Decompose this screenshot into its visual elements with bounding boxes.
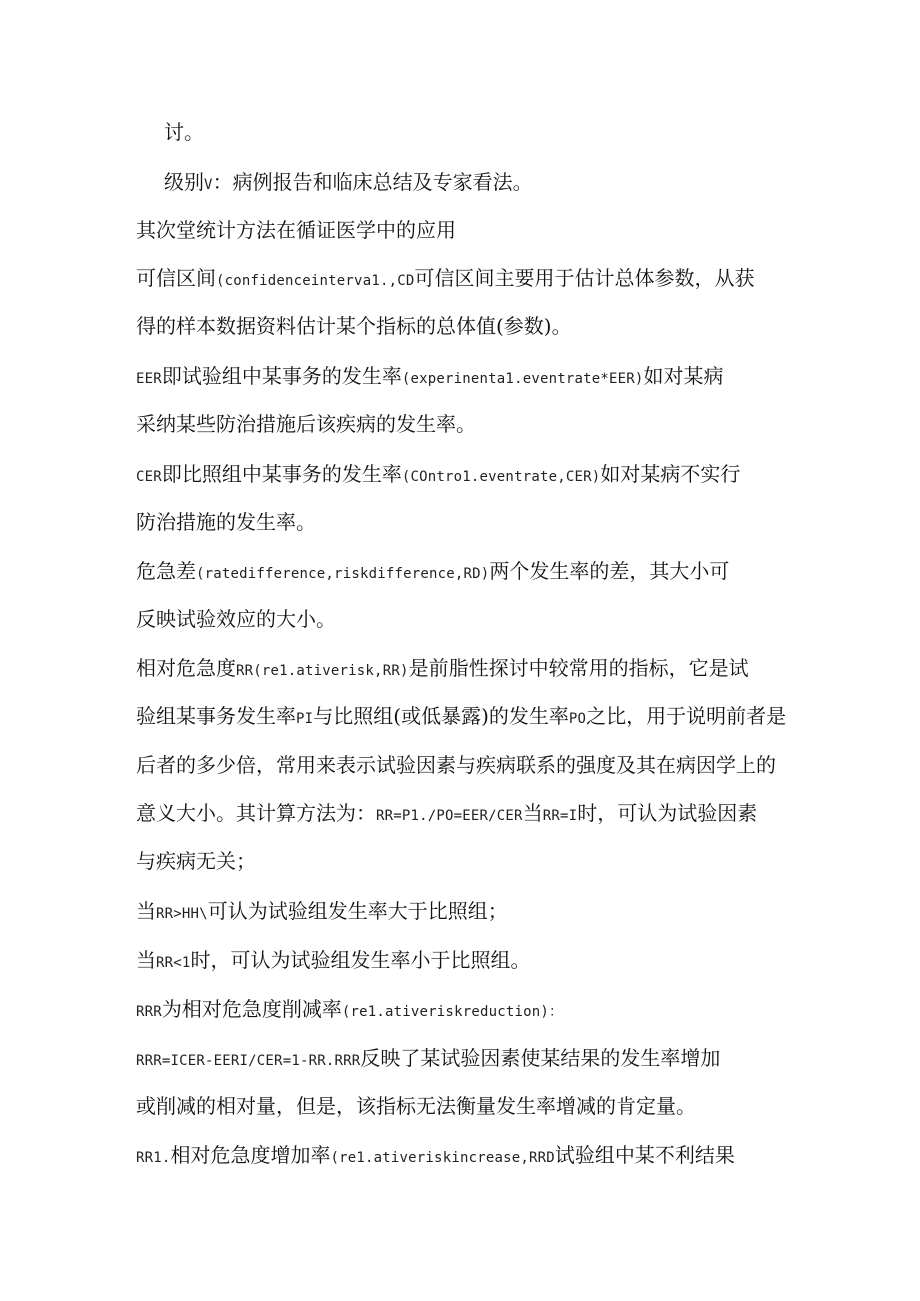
text-run: 讨。 bbox=[164, 120, 204, 144]
code-run: PO bbox=[568, 711, 587, 727]
text-line bbox=[136, 751, 776, 779]
code-run: (confidenceinterva1.,CD bbox=[216, 273, 415, 289]
code-run: RR=I bbox=[542, 808, 578, 824]
code-run: (re1.ativeriskreduction)： bbox=[341, 1004, 564, 1020]
text-run: 与疾病无关； bbox=[136, 849, 256, 873]
code-run: EER bbox=[136, 371, 162, 387]
text-run: 相对危急度 bbox=[136, 656, 236, 680]
text-line bbox=[136, 312, 572, 340]
text-line bbox=[164, 168, 533, 199]
code-run: RR(re1.ativerisk,RR) bbox=[236, 663, 409, 679]
text-run: 或削减的相对量，但是，该指标无法衡量发生率增减的肯定量。 bbox=[136, 1094, 696, 1118]
text-line bbox=[136, 946, 531, 977]
text-run: 为相对危急度削减率 bbox=[161, 997, 342, 1021]
text-line bbox=[136, 264, 754, 295]
text-run: 可信区间主要用于估计总体参数，从获 bbox=[414, 266, 755, 290]
text-run: 其次堂统计方法在循证医学中的应用 bbox=[136, 218, 456, 242]
text-line bbox=[136, 799, 757, 830]
text-run: 如对某病 bbox=[643, 364, 724, 388]
text-run: 采纳某些防治措施后该疾病的发生率。 bbox=[136, 412, 476, 436]
text-line bbox=[136, 1141, 735, 1172]
text-line bbox=[136, 605, 336, 633]
text-run: ：病例报告和临床总结及专家看法。 bbox=[212, 170, 533, 194]
code-run: CER bbox=[136, 469, 162, 485]
text-run: 可认为试验组发生率大于比照组； bbox=[207, 899, 508, 923]
text-line bbox=[136, 897, 508, 928]
text-run: 级别 bbox=[164, 170, 204, 194]
text-line bbox=[136, 362, 724, 393]
code-run: RRR bbox=[136, 1004, 162, 1020]
text-run: 反映了某试验因素使某结果的发生率增加 bbox=[360, 1046, 721, 1070]
code-run: RRR=ICER-EERI/CER=1-RR.RRR bbox=[136, 1053, 361, 1069]
text-run: 反映试验效应的大小。 bbox=[136, 607, 336, 631]
code-run: RR>HH\ bbox=[156, 906, 208, 922]
code-run: RR1. bbox=[136, 1150, 171, 1166]
text-run: 当 bbox=[522, 801, 543, 825]
text-run: 可信区间 bbox=[136, 266, 216, 290]
text-line bbox=[136, 702, 786, 733]
text-line bbox=[136, 847, 256, 875]
text-line bbox=[136, 508, 316, 536]
text-run: 得的样本数据资料估计某个指标的总体值(参数)。 bbox=[136, 314, 572, 338]
text-line bbox=[136, 654, 749, 685]
text-run: 两个发生率的差，其大小可 bbox=[489, 559, 730, 583]
code-run: (ratedifference,riskdifference,RD) bbox=[196, 566, 490, 582]
text-run: 即比照组中某事务的发生率 bbox=[161, 462, 402, 486]
text-line bbox=[136, 1044, 720, 1075]
text-run: 时，可认为试验组发生率小于比照组。 bbox=[190, 948, 531, 972]
text-run: 当 bbox=[136, 948, 156, 972]
text-line bbox=[136, 410, 476, 438]
section-heading bbox=[136, 216, 456, 244]
text-run: 意义大小。其计算方法为： bbox=[136, 801, 376, 825]
text-run: 之比，用于说明前者是 bbox=[586, 704, 787, 728]
text-line bbox=[136, 995, 563, 1026]
code-run: RR=P1.∕PO=EER∕CER bbox=[376, 808, 523, 824]
text-line bbox=[136, 557, 729, 588]
text-line bbox=[136, 460, 740, 491]
text-run: 当 bbox=[136, 899, 156, 923]
text-run: 防治措施的发生率。 bbox=[136, 510, 316, 534]
text-run: 试验组中某不利结果 bbox=[554, 1143, 735, 1167]
text-line bbox=[136, 1092, 696, 1120]
text-run: 相对危急度增加率 bbox=[170, 1143, 331, 1167]
text-run: 验组某事务发生率 bbox=[136, 704, 296, 728]
text-run: 危急差 bbox=[136, 559, 196, 583]
code-run: (COntro1.eventrate,CER) bbox=[401, 469, 601, 485]
code-run: (re1.ativeriskincrease,RRD bbox=[330, 1150, 555, 1166]
code-run: (experinenta1.eventrate*EER) bbox=[401, 371, 644, 387]
code-run: PI bbox=[296, 711, 314, 727]
text-line bbox=[164, 118, 204, 146]
code-run: RR<1 bbox=[156, 955, 191, 971]
text-run: 即试验组中某事务的发生率 bbox=[161, 364, 402, 388]
text-run: 如对某病不实行 bbox=[600, 462, 741, 486]
text-run: 是前脂性探讨中较常用的指标，它是试 bbox=[408, 656, 749, 680]
text-run: 与比照组(或低暴露)的发生率 bbox=[313, 704, 569, 728]
text-run: 时，可认为试验因素 bbox=[577, 801, 758, 825]
code-run: V bbox=[204, 177, 213, 193]
text-run: 后者的多少倍，常用来表示试验因素与疾病联系的强度及其在病因学上的 bbox=[136, 753, 776, 777]
